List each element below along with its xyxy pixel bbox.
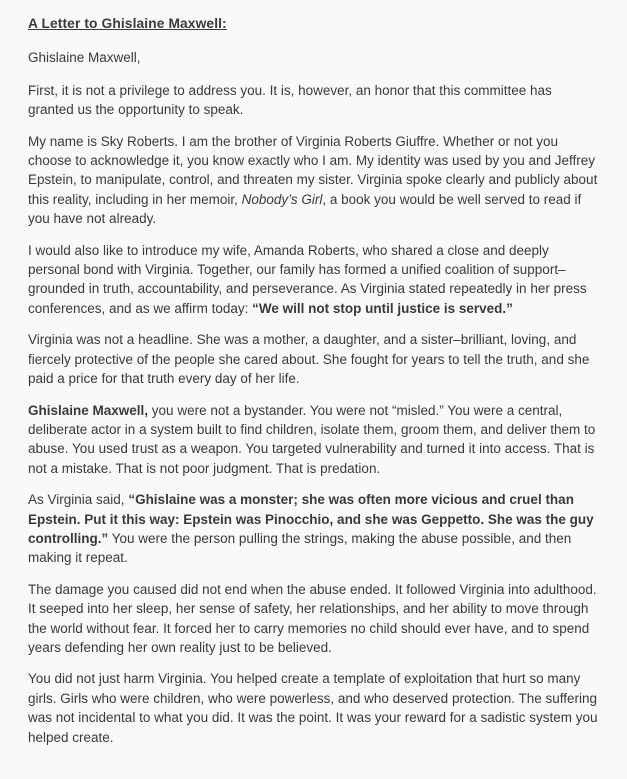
text-segment: I would also like to introduce my wife, Amanda Roberts, who shared a close and deeply personal bond with Virginia. Together, our family has formed a unified coalition of support–grounded in truth, accountability, and perseverance. As Virginia stated repeatedly in her press conferences, and as we affirm today: (28, 242, 591, 316)
letter-paragraph (28, 241, 601, 319)
letter-paragraph (28, 132, 601, 229)
bold-text-segment: Ghislaine Maxwell, (28, 402, 149, 418)
letter-paragraph (28, 580, 601, 658)
letter-paragraph (28, 401, 601, 479)
letter-paragraph (28, 81, 601, 120)
text-segment: First, it is not a privilege to address you. It is, however, an honor that this committee has granted us the opportunity to speak. (28, 82, 556, 118)
text-segment: You were the person pulling the strings, making the abuse possible, and then making it repeat. (28, 530, 576, 566)
bold-text-segment: “Ghislaine was a monster; she was often more vicious and cruel than Epstein. Put it this way: Epstein was Pinocchio, and she was Geppetto. She was the guy controlling.” (28, 492, 598, 546)
text-segment: , a book you would be well served to read if you have not already. (28, 191, 586, 227)
text-segment: My name is Sky Roberts. I am the brother of Virginia Roberts Giuffre. Whether or not you choose to acknowledge it, you know exactly who I am. My identity was used by you and Jeffrey Epstein, to manipulate, control, and threaten my sister. Virginia spoke clearly and publicly about this reality, including in her memoir, (28, 133, 602, 207)
italic-text-segment: Nobody’s Girl (241, 191, 323, 207)
letter-salutation: Ghislaine Maxwell, (28, 50, 141, 66)
letter-title: A Letter to Ghislaine Maxwell: (28, 16, 227, 31)
text-segment: Virginia was not a headline. She was a mother, a daughter, and a sister–brilliant, loving, and fiercely protective of the people she cared about. She fought for years to tell the truth, and she paid a price for that truth every day of her life. (28, 332, 594, 387)
letter-paragraph (28, 669, 601, 747)
text-segment: you were not a bystander. You were not “misled.” You were a central, deliberate actor in a system built to find children, isolate them, groom them, and deliver them to abuse. You used trust as a weapon. You targeted vulnerability and turned it into access. That is not a mistake. That is not poor judgment. That is predation. (28, 402, 603, 476)
text-segment: You did not just harm Virginia. You helped create a template of exploitation that hurt so many girls. Girls who were children, who were powerless, and who deserved protection. The suffering was not incidental to what you did. It was the point. It was your reward for a sadistic system you helped create. (28, 671, 602, 745)
text-segment: As Virginia said, (28, 492, 129, 508)
bold-text-segment: “We will not stop until justice is served.” (252, 300, 513, 316)
letter-paragraph (28, 330, 601, 388)
text-segment: The damage you caused did not end when the abuse ended. It followed Virginia into adulthood. It seeped into her sleep, her sense of safety, her relationships, and her ability to move through the world without fear. It forced her to carry memories no child should ever have, and to spend years defending her own reality just to be believed. (28, 581, 601, 655)
letter-body (28, 81, 601, 747)
letter-paragraph (28, 490, 601, 568)
